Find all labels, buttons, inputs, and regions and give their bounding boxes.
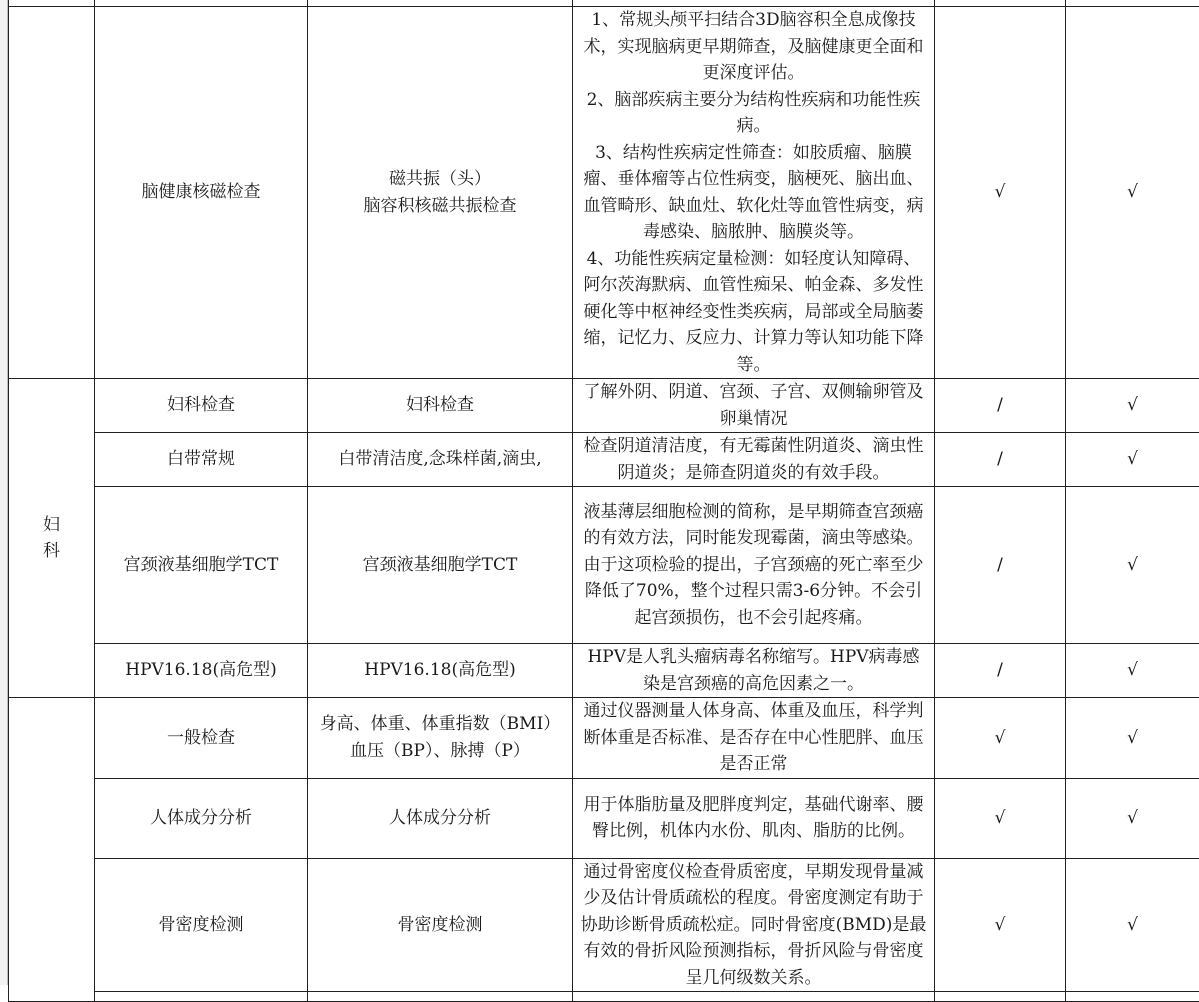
dept-cell-blank bbox=[9, 698, 95, 1002]
item-description-cell: 液基薄层细胞检测的简称，是早期筛查宫颈癌的有效方法，同时能发现霉菌，滴虫等感染。由于这项检验的提出，子宫颈癌的死亡率至少降低了70%，整个过程只需3-6分钟。不会引起宫颈损伤，也不会引起疼痛。 bbox=[573, 487, 935, 644]
item-description-cell: 1、常规头颅平扫结合3D脑容积全息成像技术，实现脑病更早期筛查，及脑健康更全面和更深度评估。 2、脑部疾病主要分为结构性疾病和功能性疾病。 3、结构性疾病定性筛查：如胶质瘤、脑膜瘤、垂体瘤等占位性病变，脑梗死、脑出血、血管畸形、缺血灶、软化灶等血管性病变，病毒感染、脑脓肿、脑膜炎等。 4、功能性疾病定量检测：如轻度认知障碍、阿尔茨海默病、血管性痴呆、帕金森、多发性硬化等中枢神经变性类疾病，局部或全局脑萎缩，记忆力、反应力、计算力等认知功能下降等。 bbox=[573, 7, 935, 379]
female-applicable-cell: √ bbox=[1066, 644, 1199, 698]
female-applicable-cell: √ bbox=[1066, 778, 1199, 858]
item-description-cell: 检查阴道清洁度，有无霉菌性阴道炎、滴虫性阴道炎；是筛查阴道炎的有效手段。 bbox=[573, 433, 935, 487]
female-applicable-cell: √ bbox=[1066, 379, 1199, 433]
table-row bbox=[9, 487, 1199, 644]
male-applicable-cell: √ bbox=[935, 7, 1066, 379]
item-content-cell: 妇科检查 bbox=[308, 379, 573, 433]
item-description-cell: 了解外阴、阴道、宫颈、子宫、双侧输卵管及卵巢情况 bbox=[573, 379, 935, 433]
item-content-cell: 磁共振（头） 脑容积核磁共振检查 bbox=[308, 7, 573, 379]
item-name-cell: HPV16.18(高危型) bbox=[95, 644, 308, 698]
male-applicable-cell: / bbox=[935, 433, 1066, 487]
female-applicable-cell: √ bbox=[1066, 698, 1199, 779]
checkup-items-table bbox=[8, 0, 1199, 1002]
item-description-cell: 通过仪器测量人体身高、体重及血压，科学判断体重是否标准、是否存在中心性肥胖、血压是否正常 bbox=[573, 698, 935, 779]
dept-cell-gynecology: 妇 科 bbox=[9, 379, 95, 698]
item-name-cell: 妇科检查 bbox=[95, 379, 308, 433]
item-name-cell: 宫颈液基细胞学TCT bbox=[95, 487, 308, 644]
item-name-cell: 骨密度检测 bbox=[95, 858, 308, 992]
item-content-cell: 宫颈液基细胞学TCT bbox=[308, 487, 573, 644]
spreadsheet-row-gutter bbox=[0, 0, 8, 985]
table-row bbox=[9, 433, 1199, 487]
item-name-cell: 白带常规 bbox=[95, 433, 308, 487]
male-applicable-cell: / bbox=[935, 487, 1066, 644]
item-name-cell: 脑健康核磁检查 bbox=[95, 7, 308, 379]
item-content-cell: 人体成分分析 bbox=[308, 778, 573, 858]
item-content-cell: 身高、体重、体重指数（BMI） 血压（BP）、脉搏（P） bbox=[308, 698, 573, 779]
item-description-cell: 通过骨密度仪检查骨质密度，早期发现骨量减少及估计骨质疏松的程度。骨密度测定有助于协助诊断骨质疏松症。同时骨密度(BMD)是最有效的骨折风险预测指标，骨折风险与骨密度呈几何级数关系。 bbox=[573, 858, 935, 992]
item-name-cell: 人体成分分析 bbox=[95, 778, 308, 858]
male-applicable-cell: √ bbox=[935, 778, 1066, 858]
item-content-cell: 白带清洁度,念珠样菌,滴虫, bbox=[308, 433, 573, 487]
male-applicable-cell: / bbox=[935, 379, 1066, 433]
item-description-cell: HPV是人乳头瘤病毒名称缩写。HPV病毒感染是宫颈癌的高危因素之一。 bbox=[573, 644, 935, 698]
female-applicable-cell: √ bbox=[1066, 858, 1199, 992]
table-row bbox=[9, 858, 1199, 992]
item-content-cell: HPV16.18(高危型) bbox=[308, 644, 573, 698]
female-applicable-cell: √ bbox=[1066, 433, 1199, 487]
table-row-next-partial bbox=[9, 992, 1199, 1002]
table-row bbox=[9, 698, 1199, 779]
table-row bbox=[9, 379, 1199, 433]
female-applicable-cell: √ bbox=[1066, 7, 1199, 379]
table-row bbox=[9, 778, 1199, 858]
male-applicable-cell: √ bbox=[935, 698, 1066, 779]
male-applicable-cell: / bbox=[935, 644, 1066, 698]
male-applicable-cell: √ bbox=[935, 858, 1066, 992]
item-content-cell: 骨密度检测 bbox=[308, 858, 573, 992]
dept-cell-blank bbox=[9, 7, 95, 379]
table-row bbox=[9, 644, 1199, 698]
item-description-cell: 用于体脂肪量及肥胖度判定，基础代谢率、腰臀比例，机体内水份、肌肉、脂肪的比例。 bbox=[573, 778, 935, 858]
item-name-cell: 一般检查 bbox=[95, 698, 308, 779]
female-applicable-cell: √ bbox=[1066, 487, 1199, 644]
table-row bbox=[9, 7, 1199, 379]
